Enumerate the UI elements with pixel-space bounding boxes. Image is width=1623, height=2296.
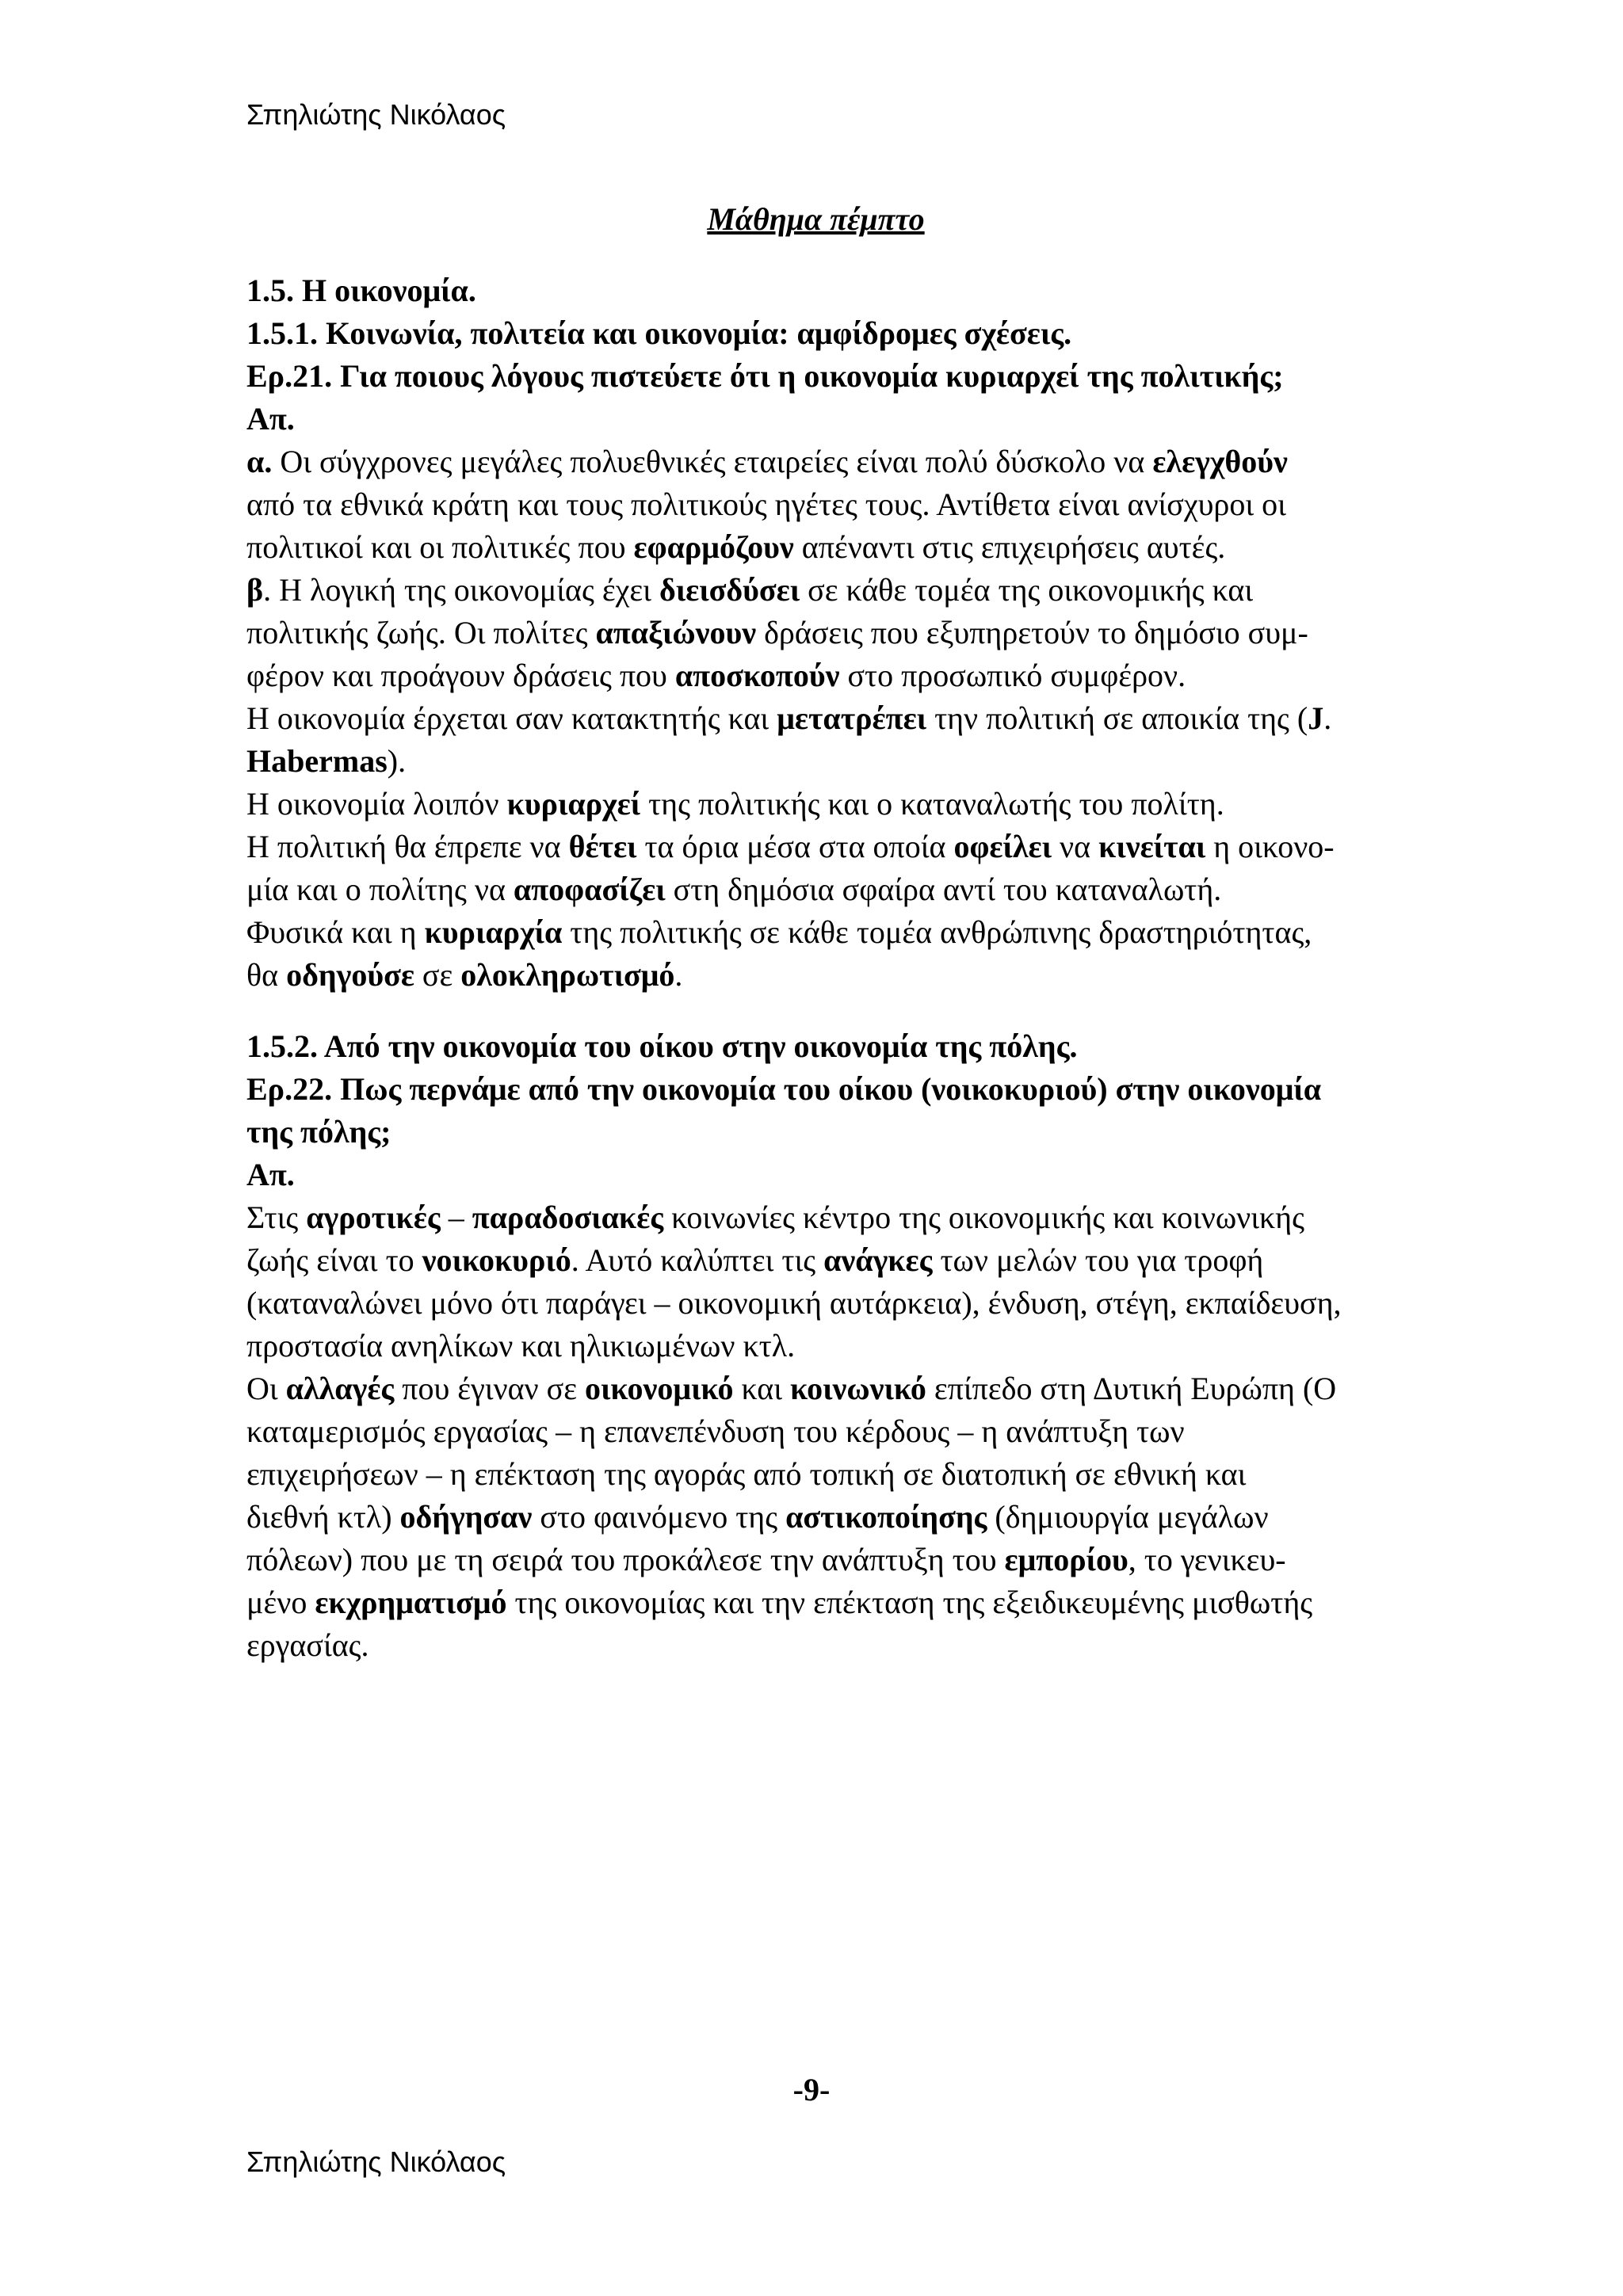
document-body [246,198,1385,1667]
page-title: Μάθημα πέμπτο [707,201,925,237]
page-number: -9- [792,2072,831,2107]
paragraph-line: φέρον και προάγουν δράσεις που αποσκοπούν στο προσωπικό συμφέρον. [246,658,1186,693]
paragraph-line: πολιτικοί και οι πολιτικές που εφαρμόζουν απέναντι στις επιχειρήσεις αυτές. [246,529,1226,565]
paragraph-line: μία και ο πολίτης να αποφασίζει στη δημόσια σφαίρα αντί του καταναλωτή. [246,871,1222,907]
paragraph-line: Η οικονομία λοιπόν κυριαρχεί της πολιτικής και ο καταναλωτής του πολίτη. [246,786,1224,822]
paragraph-line: Φυσικά και η κυριαρχία της πολιτικής σε κάθε τομέα ανθρώπινης δραστηριότητας, [246,914,1312,950]
paragraph-line: διεθνή κτλ) οδήγησαν στο φαινόμενο της αστικοποίησης (δημιουργία μεγάλων [246,1499,1269,1535]
paragraph-line: πολιτικής ζωής. Οι πολίτες απαξιώνουν δράσεις που εξυπηρετούν το δημόσιο συμ- [246,615,1308,650]
paragraph-line: α. Οι σύγχρονες μεγάλες πολυεθνικές εταιρείες είναι πολύ δύσκολο να ελεγχθούν [246,444,1288,479]
question-22: Ερ.22. Πως περνάμε από την οικονομία του οίκου (νοικοκυριού) στην οικονομία [246,1071,1322,1107]
answer-label: Απ. [246,1157,295,1192]
paragraph-line: επιχειρήσεων – η επέκταση της αγοράς από τοπική σε διατοπική σε εθνική και [246,1456,1247,1492]
paragraph-line: ζωής είναι το νοικοκυριό. Αυτό καλύπτει τις ανάγκες των μελών του για τροφή [246,1242,1264,1278]
paragraph-line: Οι αλλαγές που έγιναν σε οικονομικό και κοινωνικό επίπεδο στη Δυτική Ευρώπη (Ο [246,1371,1337,1406]
paragraph-line: θα οδηγούσε σε ολοκληρωτισμό. [246,957,683,993]
paragraph-line: Στις αγροτικές – παραδοσιακές κοινωνίες κέντρο της οικονομικής και κοινωνικής [246,1199,1304,1235]
paragraph-line: μένο εκχρηματισμό της οικονομίας και την επέκταση της εξειδικευμένης μισθωτής [246,1585,1313,1620]
question-21: Ερ.21. Για ποιους λόγους πιστεύετε ότι η οικονομία κυριαρχεί της πολιτικής; [246,358,1284,394]
paragraph-line: καταμερισμός εργασίας – η επανεπένδυση του κέρδους – η ανάπτυξη των [246,1413,1185,1449]
paragraph-line: Η οικονομία έρχεται σαν κατακτητής και μετατρέπει την πολιτική σε αποικία της (J. [246,700,1332,736]
paragraph-line: πόλεων) που με τη σειρά του προκάλεσε την ανάπτυξη του εμπορίου, το γενικευ- [246,1542,1286,1577]
section-heading: 1.5. Η οικονομία. [246,273,476,308]
section-spacer [246,997,1385,1025]
paragraph-line: προστασία ανηλίκων και ηλικιωμένων κτλ. [246,1328,796,1363]
paragraph-line: Η πολιτική θα έπρεπε να θέτει τα όρια μέσα στα οποία οφείλει να κινείται η οικονο- [246,829,1335,864]
paragraph-line: εργασίας. [246,1627,369,1663]
paragraph-line: Habermas). [246,743,407,779]
paragraph-line: από τα εθνικά κράτη και τους πολιτικούς ηγέτες τους. Αντίθετα είναι ανίσχυροι οι [246,486,1286,522]
page-footer-author: Σπηλιώτης Νικόλαος [246,2145,506,2178]
answer-label: Απ. [246,401,295,437]
paragraph-line: (καταναλώνει μόνο ότι παράγει – οικονομική αυτάρκεια), ένδυση, στέγη, εκπαίδευση, [246,1285,1342,1321]
section-subheading: 1.5.1. Κοινωνία, πολιτεία και οικονομία: αμφίδρομες σχέσεις. [246,315,1072,351]
paragraph-line: β. Η λογική της οικονομίας έχει διεισδύσει σε κάθε τομέα της οικονομικής και [246,572,1254,608]
page-header-author: Σπηλιώτης Νικόλαος [246,98,506,131]
question-22-continued: της πόλης; [246,1114,391,1150]
section-subheading: 1.5.2. Από την οικονομία του οίκου στην οικονομία της πόλης. [246,1028,1078,1064]
